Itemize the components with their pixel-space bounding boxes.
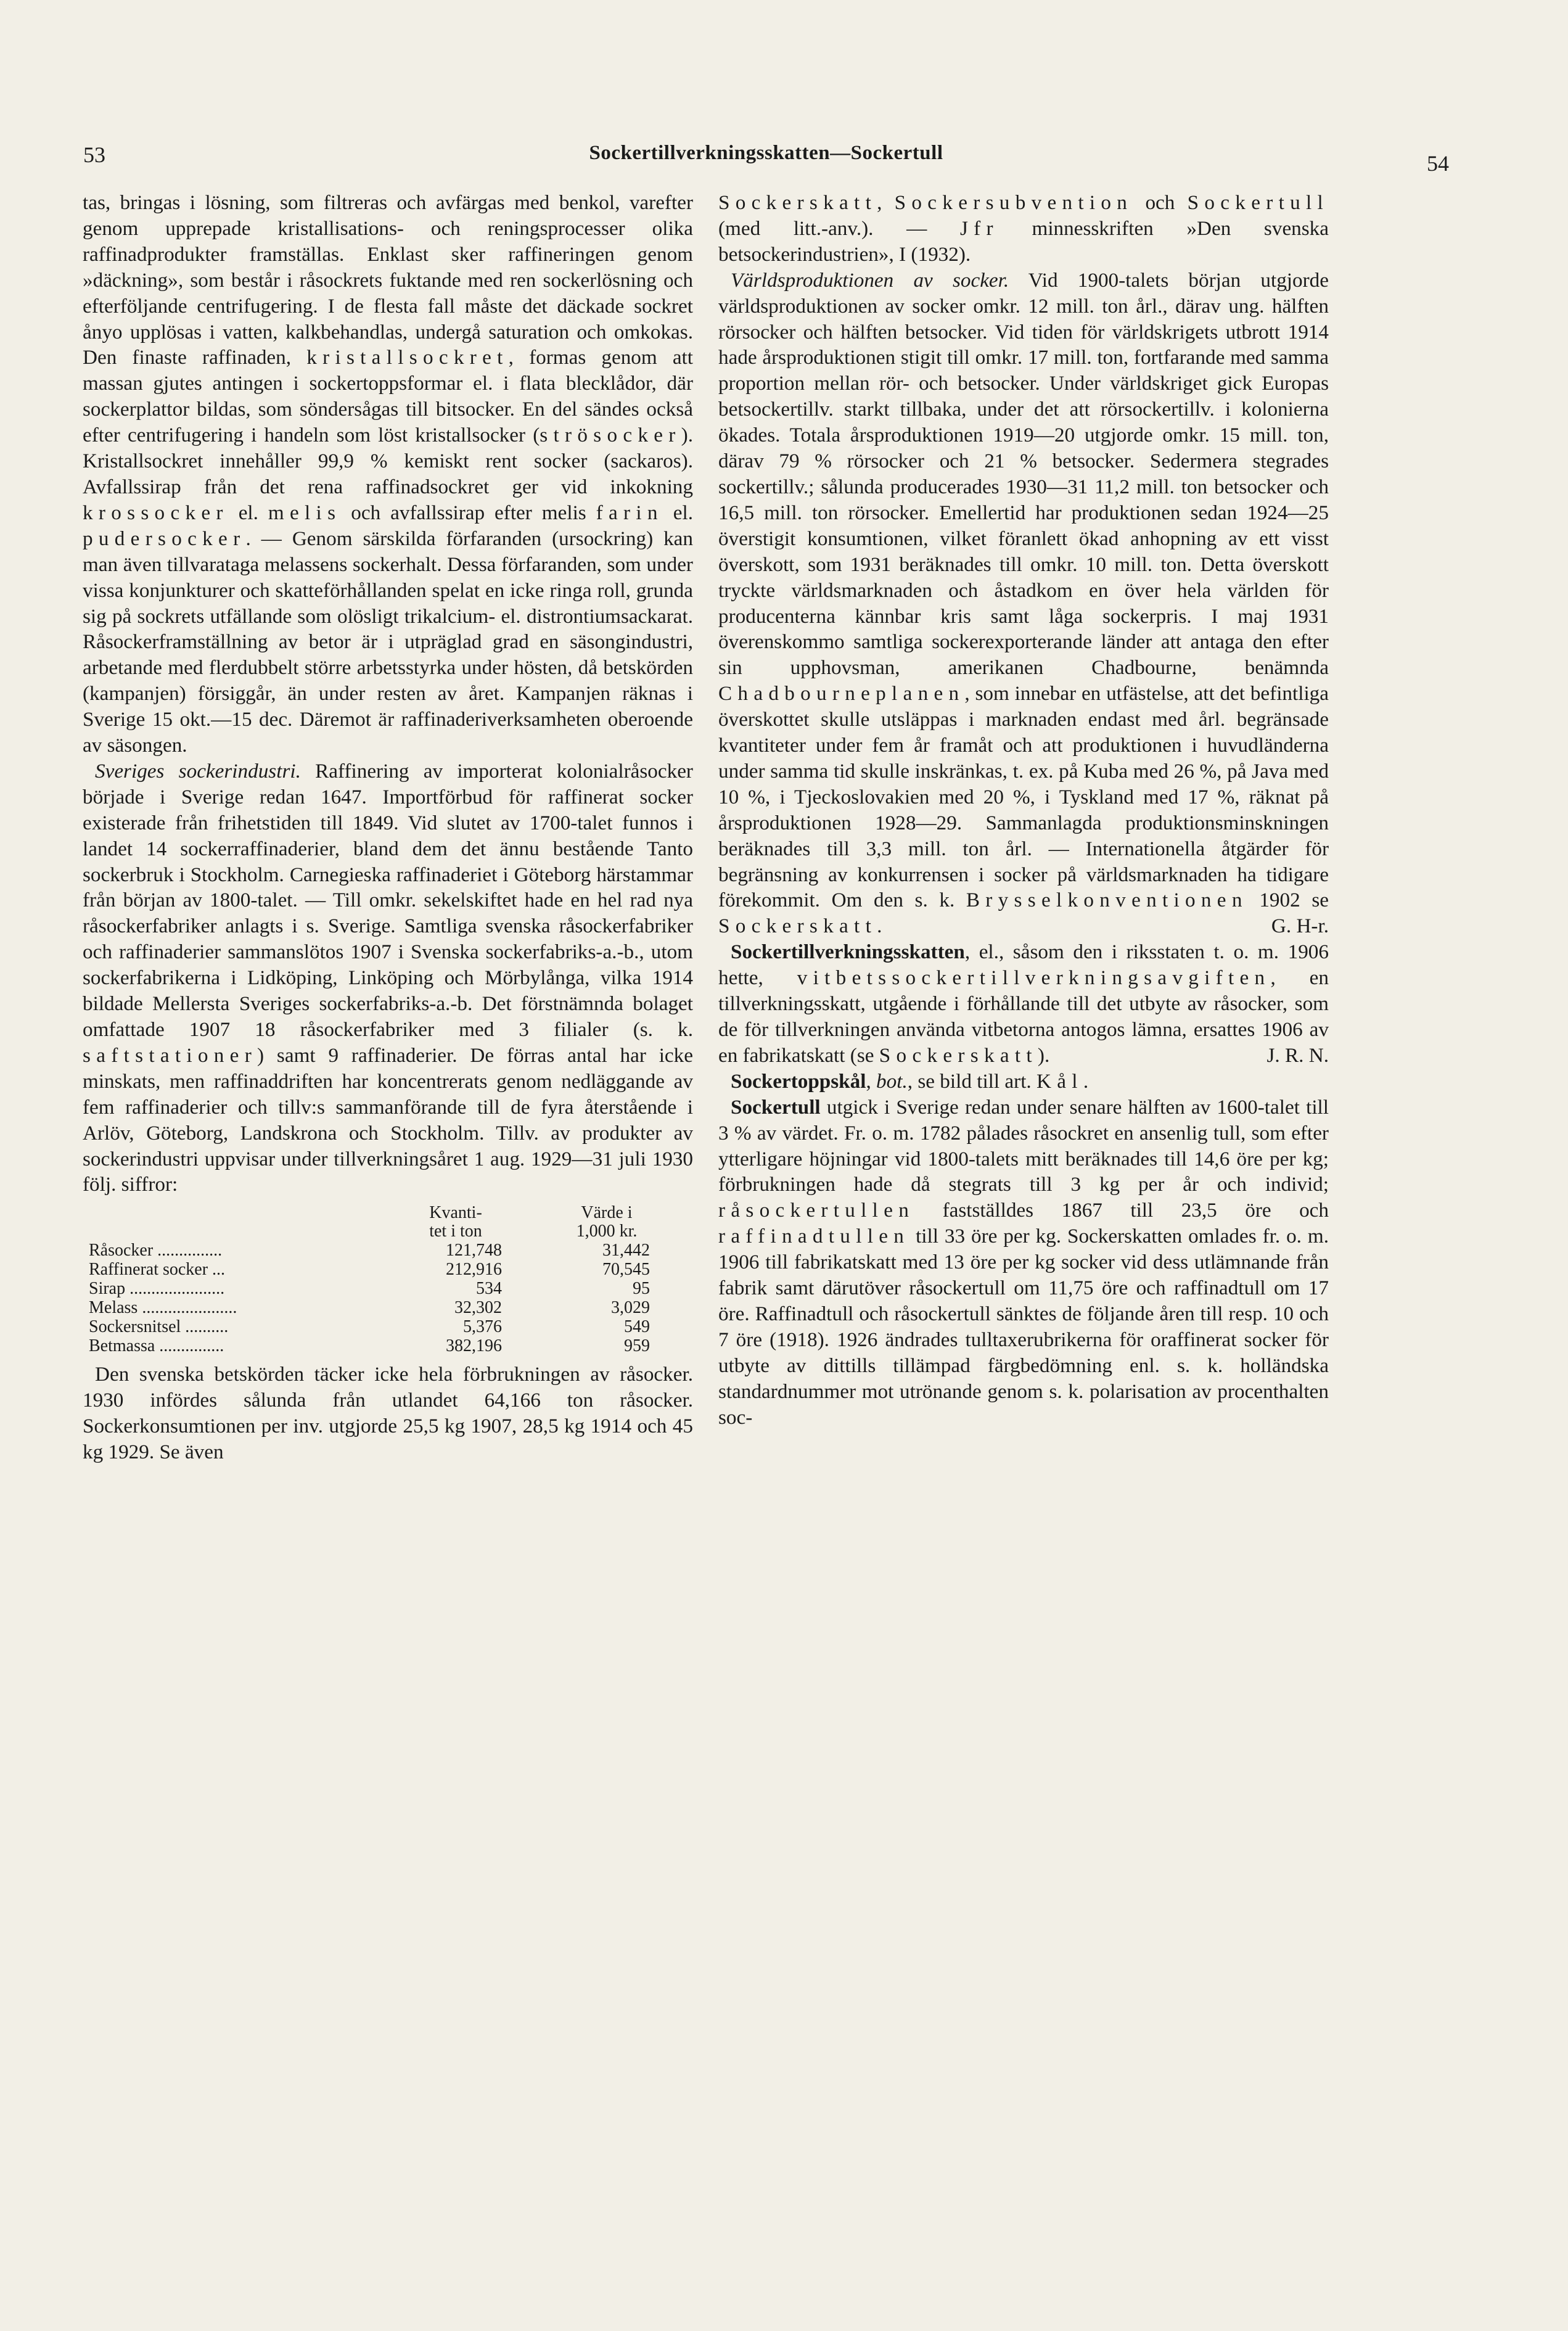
row-quantity: 121,748 <box>446 1241 502 1260</box>
entry-sockertillverkningsskatten: Sockertillverkningsskatten, el., såsom den i riksstaten t. o. m. 1906 hette, vitbetssockertillverkningsavgiften, en tillverkningsskatt, utgående i förhållande till det utbyte av råsocker, som de för tillverkningen använda vitbetorna antogos lämna, ersattes 1906 av en fabrikatskatt (se Sockerskatt). J. R. N. <box>718 939 1329 1069</box>
term-vitbetssockertillverkningsavgiften: vitbetssockertillverkningsavgiften <box>797 966 1271 990</box>
row-value: 3,029 <box>611 1298 650 1318</box>
page-number-right: 54 <box>1427 151 1449 176</box>
column-header-quantity: Kvanti- tet i ton <box>429 1203 482 1241</box>
term-pudersocker: pudersocker <box>83 527 246 550</box>
entry-heading-sockertoppskal: Sockertoppskål <box>731 1069 866 1093</box>
row-value: 959 <box>624 1336 650 1356</box>
term-melis: melis <box>268 501 342 524</box>
term-rasockertullen: råsockertullen <box>718 1199 915 1222</box>
row-quantity: 32,302 <box>454 1298 502 1318</box>
paragraph-consumption: Den svenska betskörden täcker icke hela förbrukningen av råsocker. 1930 infördes sålunda från utlandet 64,166 ton råsocker. Sockerkonsumtionen per inv. utgjorde 25,5 kg 1907, 28,5 kg 1914 och 45 kg 1929. Se även <box>83 1363 693 1464</box>
author-signature-jrn: J. R. N. <box>1266 1043 1329 1067</box>
row-label: Sirap ...................... <box>89 1279 225 1299</box>
ref-jfr: Jfr <box>959 216 999 240</box>
right-column <box>718 190 1329 1431</box>
term-farin: farin <box>596 501 663 524</box>
row-label: Sockersnitsel .......... <box>89 1317 229 1337</box>
table-row <box>89 1279 681 1298</box>
paragraph-world-production: Världsproduktionen av socker. Vid 1900-talets början utgjorde världsproduktionen av socker omkr. 12 mill. ton årl., därav ung. hälften rörsocker och hälften betsocker. Vid tiden för världskrigets utbrott 1914 hade årsproduktionen stigit till omkr. 17 mill. ton, fortfarande med samma proportion mellan rör- och betsocker. Under världskriget gick Europas betsockertillv. starkt tillbaka, under det att rörsockertillv. i kolonierna ökades. Totala årsproduktionen 1919—20 utgjorde omkr. 15 mill. ton, därav 79 % rörsocker och 21 % betsocker. Sedermera stegrades sockertillv.; sålunda producerades 1930—31 11,2 mill. ton betsocker och 16,5 mill. ton rörsocker. Emellertid har produktionen sedan 1924—25 överstigit konsumtionen, vilket föranlett ökad anhopning av ett visst överskott, som 1931 beräknades till omkr. 10 mill. ton. Detta överskott tryckte världsmarknaden och åstadkom en över hela världen för producenterna kännbar kris samt låga sockerpris. I maj 1931 överenskommo samtliga sockerexporterande länder att antaga den efter sin upphovsman, amerikanen Chadbourne, benämnda Chadbourneplanen, som innebar en utfästelse, att det befintliga överskottet skulle utsläppas i marknaden endast med årl. begränsade kvantiteter under fem år framåt och att produktionen i huvudländerna under samma tid skulle inskränkas, t. ex. på Kuba med 26 %, på Java med 10 %, i Tjeckoslovakien med 20 %, i Tyskland med 17 %, räknat på årsproduktionen 1928—29. Sammanlagda produktionsminskningen beräknades till 3,3 mill. ton årl. — Internationella åtgärder för begränsning av konkurrensen i socker på världsmarknaden ha tidigare förekommit. Om den s. k. Brysselkonventionen 1902 se Sockerskatt. G. H-r. <box>718 268 1329 940</box>
entry-heading-sockertull: Sockertull <box>731 1095 821 1119</box>
table-row <box>89 1298 681 1317</box>
page-header <box>83 142 1449 179</box>
entry-sockertoppskal: Sockertoppskål, bot., se bild till art. Kål. <box>731 1069 1089 1093</box>
paragraph-refining: tas, bringas i lösning, som filtreras och avfärgas med benkol, varefter genom upprepade kristallisations- och reningsprocesser olika raffinadprodukter framställas. Enklast sker raffineringen genom »däckning», som består i råsockrets fuktande med ren sockerlösning och efterföljande centrifugering. I de flesta fall måste det däckade sockret ånyo upplösas i vatten, kalkbehandlas, undergå saturation och omkokas. Den finaste raffinaden, kristallsockret, formas genom att massan gjutes antingen i sockertoppsformar el. i flata blecklådor, där sockerplattor bildas, som söndersågas till bitsocker. En del sändes också efter centrifugering i handeln som löst kristallsocker (strösocker). Kristallsockret innehåller 99,9 % kemiskt rent socker (sackaros). Avfallssirap från det rena raffinadsockret ger vid inkokning krossocker el. melis och avfallssirap efter melis farin el. pudersocker. — Genom särskilda förfaranden (ursockring) kan man även tillvarataga melassens sockerhalt. Dessa förfaranden, som under vissa konjunkturer och skatteförhållanden spelat en icke ringa roll, grunda sig på sockrets utfällande som olösligt trikalcium- el. distrontiumsackarat. Råsockerframställning av betor är i utpräglad grad en säsongindustri, arbetande med flerdubbelt större arbetsstyrka under hösten, då betskörden (kampanjen) försiggår, än under resten av året. Kampanjen räknas i Sverige 15 okt.—15 dec. Däremot är raffinaderiverksamheten oberoende av säsongen. <box>83 191 694 757</box>
page-number-left: 53 <box>83 142 105 167</box>
left-column <box>83 190 693 1465</box>
term-brysselkonventionen: Brysselkonventionen <box>966 889 1248 912</box>
row-value: 549 <box>624 1317 650 1337</box>
term-saftstationer: saftstationer <box>83 1043 258 1067</box>
row-value: 95 <box>633 1279 650 1299</box>
ref-sockerskatt-3: Sockerskatt <box>879 1043 1038 1067</box>
term-kristallsockret: kristallsockret <box>306 346 509 369</box>
table-row <box>89 1336 681 1355</box>
term-raffinadtullen: raffinadtullen <box>718 1225 910 1248</box>
paragraph-swedish-industry: Sveriges sockerindustri. Raffinering av importerat kolonialråsocker började i Sverige redan 1647. Importförbud för raffinerat socker existerade från frihetstiden till 1849. Vid slutet av 1700-talet funnos i landet 14 sockerraffinaderier, bland dem det ännu bestående Tanto sockerbruk i Stockholm. Carnegieska raffinaderiet i Göteborg härstammar från början av 1800-talet. — Till omkr. sekelskiftet hade en hel rad nya råsockerfabriker anlagts i s. Sverige. Samtliga svenska råsockerfabriker och raffinaderier sammanslötos 1907 i Svenska sockerfabriks-a.-b., utom sockerfabrikerna i Lidköping, Linköping och Mörbylånga, vilka 1914 bildade Mellersta Sveriges sockerfabriks-a.-b. Det förstnämnda bolaget omfattade 1907 18 råsockerfabriker med 3 filialer (s. k. saftstationer) samt 9 raffinaderier. De förras antal har icke minskats, men raffinaddriften har koncentrerats genom nedläggande av fem raffinaderier och tillv:s sammanförande till de fyra återstående i Arlöv, Göteborg, Landskrona och Stockholm. Tillv. av produkter av sockerindustri uppvisar under tillverkningsåret 1 aug. 1929—31 juli 1930 följ. siffror: <box>83 759 693 1196</box>
row-label: Melass ...................... <box>89 1298 237 1318</box>
section-heading-varldsproduktionen: Världsproduktionen av socker. <box>731 268 1009 292</box>
ref-sockerskatt: Sockerskatt <box>718 191 877 214</box>
row-label: Raffinerat socker ... <box>89 1260 226 1280</box>
term-krossocker: krossocker <box>83 501 229 524</box>
ref-sockertull: Sockertull <box>1187 191 1329 214</box>
paragraph-see-also: Sockerskatt, Sockersubvention och Sockertull (med litt.-anv.). — Jfr minnesskriften »Den svenska betsockerindustrien», I (1932). <box>718 191 1329 266</box>
row-quantity: 534 <box>476 1279 502 1299</box>
table-header-row <box>89 1204 681 1241</box>
ref-sockerskatt-2: Sockerskatt <box>718 915 877 938</box>
row-value: 31,442 <box>602 1241 650 1260</box>
table-row <box>89 1317 681 1336</box>
running-title: Sockertillverkningsskatten—Sockertull <box>589 142 943 164</box>
section-heading-sveriges-sockerindustri: Sveriges sockerindustri. <box>95 759 301 783</box>
column-header-value: Värde i 1,000 kr. <box>576 1203 638 1241</box>
term-strosocker: strösocker <box>540 424 681 447</box>
row-quantity: 212,916 <box>446 1260 502 1280</box>
author-signature-ghr: G. H-r. <box>1271 915 1329 938</box>
row-quantity: 382,196 <box>446 1336 502 1356</box>
entry-sockertull: Sockertull utgick i Sverige redan under senare hälften av 1600-talet till 3 % av värdet. Fr. o. m. 1782 pålades råsockret en ansenlig tull, som efter ytterligare höjningar vid 1800-talets mitt beräknades till 14,6 öre per kg; förbrukningen hade då stegrats till 3 kg per år och individ; råsockertullen fastställdes 1867 till 23,5 öre och raffinadtullen till 33 öre per kg. Sockerskatten omlades fr. o. m. 1906 till fabrikatskatt med 13 öre per kg socker vid dess utlämnande från fabrik samt därutöver råsockertull om 11,75 öre och raffinadtull om 17 öre. Raffinadtull och råsockertull sänktes de följande åren till resp. 10 och 7 öre (1918). 1926 ändrades tulltaxerubrikerna för oraffinerat socker för utbyte av dittills tillämpad färgbedömning enl. s. k. holländska standardnummer mot utrönande genom s. k. polarisation av procenthalten soc- <box>718 1095 1329 1429</box>
entry-heading-sockertillverkningsskatten: Sockertillverkningsskatten <box>731 940 965 964</box>
ref-sockersubvention: Sockersubvention <box>894 191 1133 214</box>
row-value: 70,545 <box>602 1260 650 1280</box>
row-label: Råsocker ............... <box>89 1241 223 1260</box>
table-row <box>89 1260 681 1279</box>
row-quantity: 5,376 <box>463 1317 502 1337</box>
production-table <box>89 1204 681 1355</box>
table-row <box>89 1241 681 1260</box>
term-chadbourneplanen: Chadbourneplanen <box>718 682 965 705</box>
ref-kal: Kål <box>1036 1069 1083 1093</box>
row-label: Betmassa ............... <box>89 1336 224 1356</box>
